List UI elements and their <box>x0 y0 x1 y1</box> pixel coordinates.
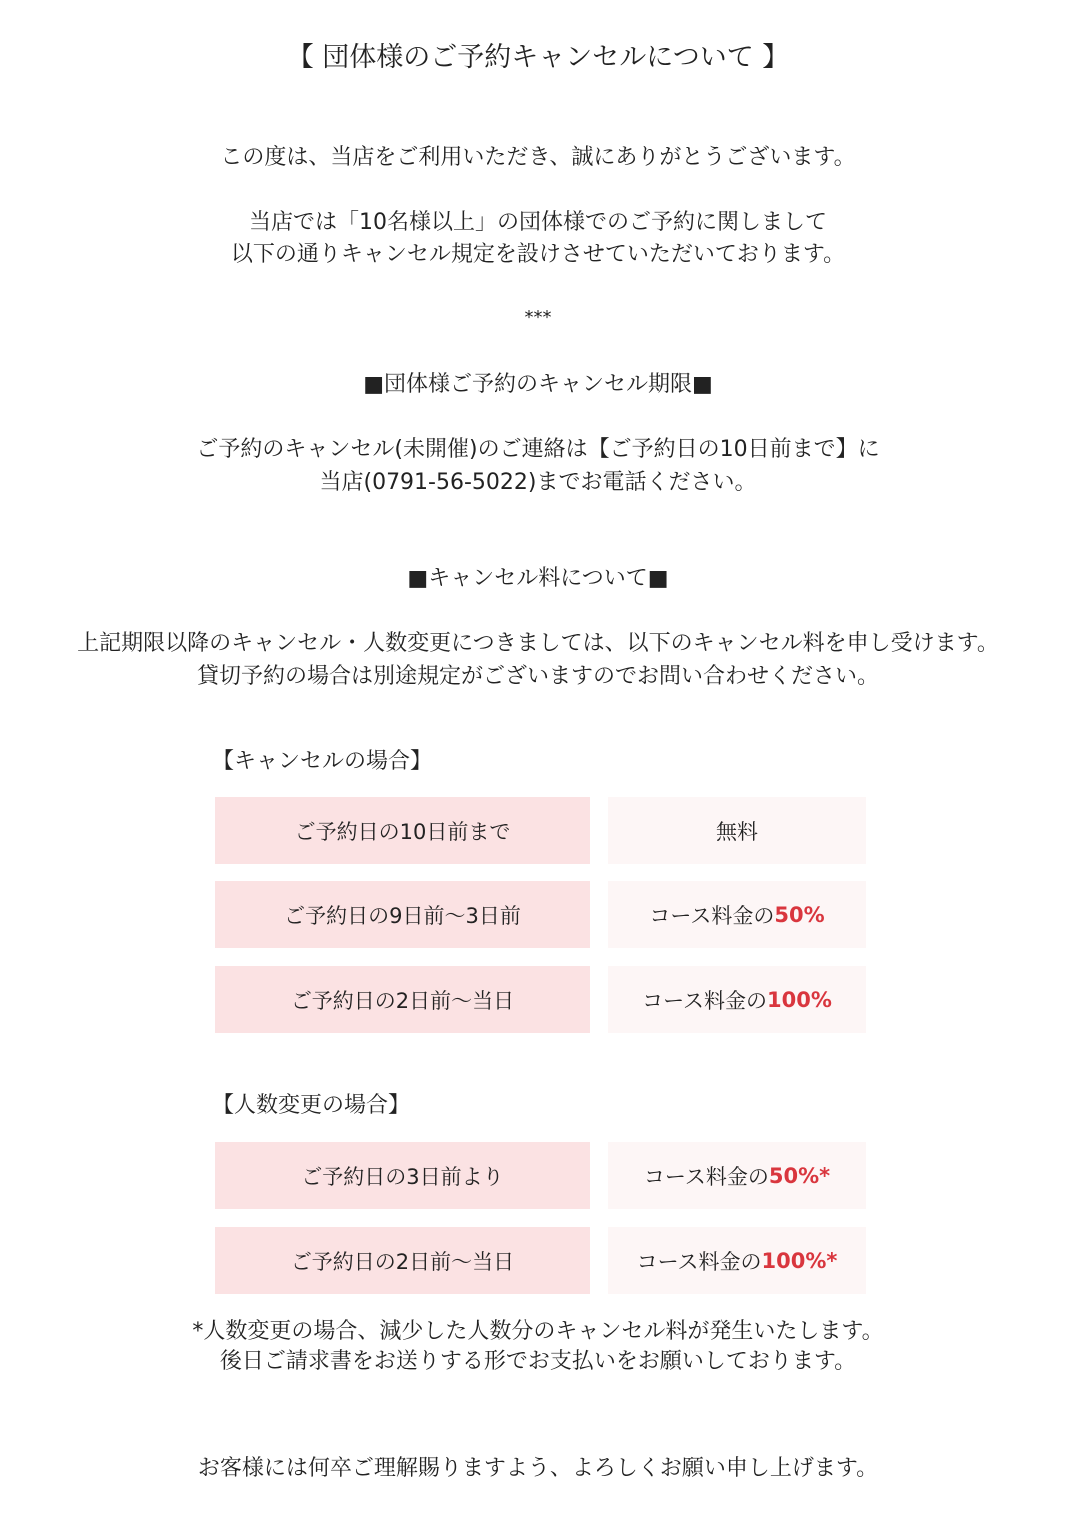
intro-line-3: 以下の通りキャンセル規定を設けさせていただいております。 <box>230 242 846 267</box>
cancel-period-text: ご予約日の10日前まで <box>294 819 511 844</box>
cancel-fee-text: 無料 <box>716 819 758 844</box>
cancel-fee-cell <box>608 966 866 1033</box>
change-period-cell <box>215 1142 590 1209</box>
separator: *** <box>524 307 552 328</box>
deadline-heading: ■団体様ご予約のキャンセル期限■ <box>363 372 713 397</box>
change-period-text: ご予約日の2日前〜当日 <box>290 1249 515 1274</box>
fee-heading: ■キャンセル料について■ <box>407 566 669 591</box>
change-period-text: ご予約日の3日前より <box>301 1164 504 1189</box>
change-table-label: 【人数変更の場合】 <box>212 1093 411 1118</box>
deadline-line-1: ご予約のキャンセル(未開催)のご連絡は【ご予約日の10日前まで】に <box>196 437 880 462</box>
cancel-fee-cell <box>608 797 866 864</box>
cancel-fee-rate: 100% <box>767 987 832 1012</box>
change-fee-rate: 50%* <box>768 1163 831 1188</box>
change-fee-rate: 100%* <box>761 1248 838 1273</box>
fee-line-2: 貸切予約の場合は別途規定がございますのでお問い合わせください。 <box>196 664 879 689</box>
cancel-period-cell <box>215 966 590 1033</box>
footnote-line-1: *人数変更の場合、減少した人数分のキャンセル料が発生いたします。 <box>192 1319 884 1344</box>
fee-line-1: 上記期限以降のキャンセル・人数変更につきましては、以下のキャンセル料を申し受けます。 <box>77 631 999 656</box>
cancel-fee-rate: 50% <box>774 902 825 927</box>
cancel-period-cell <box>215 881 590 948</box>
cancel-fee-text: コース料金の <box>642 988 768 1013</box>
cancel-fee-text: コース料金の <box>649 903 775 928</box>
cancel-fee-cell <box>608 881 866 948</box>
change-fee-cell <box>608 1142 866 1209</box>
cancel-period-text: ご予約日の9日前〜3日前 <box>284 903 521 928</box>
change-fee-cell <box>608 1227 866 1294</box>
closing-message: お客様には何卒ご理解賜りますよう、よろしくお願い申し上げます。 <box>197 1456 879 1481</box>
intro-line-1: この度は、当店をご利用いただき、誠にありがとうございます。 <box>220 145 856 170</box>
cancel-table-label: 【キャンセルの場合】 <box>212 749 433 774</box>
footnote-line-2: 後日ご請求書をお送りする形でお支払いをお願いしております。 <box>219 1349 857 1374</box>
page-title: 【 団体様のご予約キャンセルについて 】 <box>286 42 790 73</box>
cancel-period-cell <box>215 797 590 864</box>
change-fee-text: コース料金の <box>636 1249 762 1274</box>
cancel-period-text: ご予約日の2日前〜当日 <box>290 988 515 1013</box>
intro-line-2: 当店では「10名様以上」の団体様でのご予約に関しまして <box>249 210 827 235</box>
change-period-cell <box>215 1227 590 1294</box>
deadline-line-2: 当店(0791-56-5022)までお電話ください。 <box>319 470 757 495</box>
change-fee-text: コース料金の <box>643 1164 769 1189</box>
